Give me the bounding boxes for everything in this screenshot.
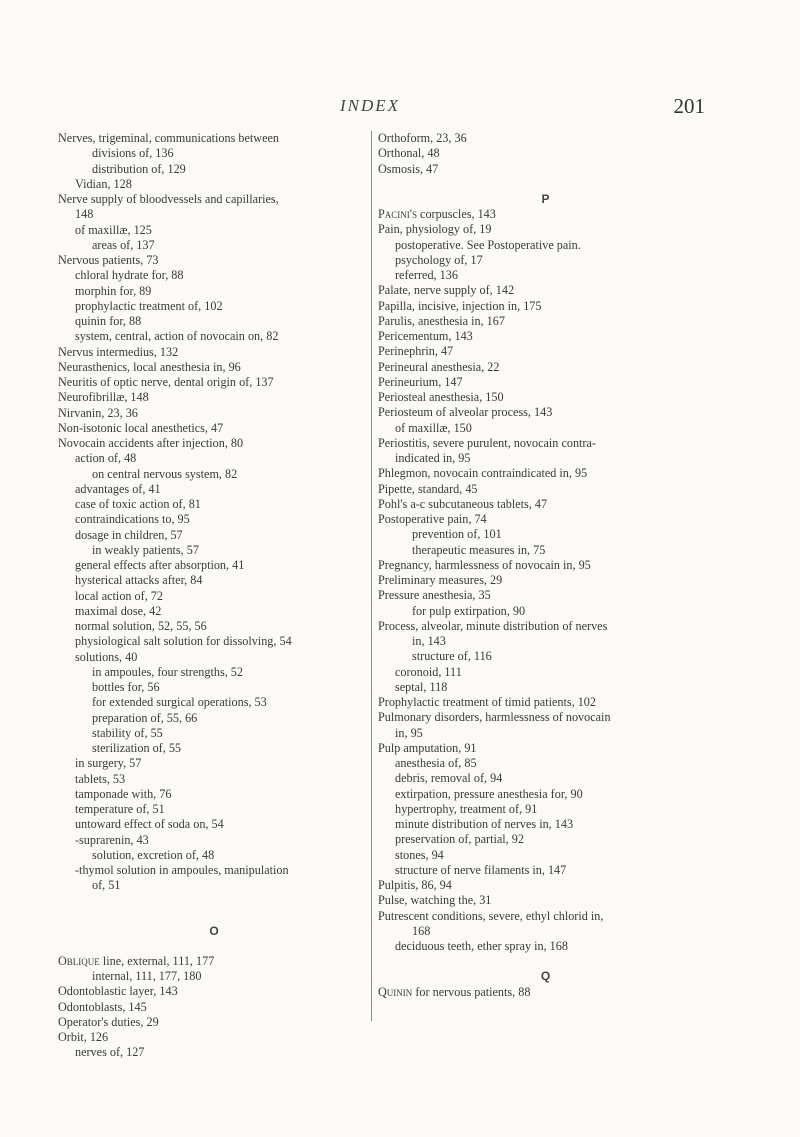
index-subentry: temperature of, 51 [75,802,165,816]
index-subentry: untoward effect of soda on, 54 [75,817,224,832]
index-entry: Putrescent conditions, severe, ethyl chlorid in, [378,908,604,923]
index-subentry: for pulp extirpation, 90 [412,603,526,618]
index-subentry: in, 95 [395,725,423,740]
index-subentry: nerves of, 127 [75,1045,145,1060]
index-subentry: minute distribution of nerves in, 143 [395,817,574,831]
index-column-right [378,131,713,1000]
index-subentry: in surgery, 57 [75,756,142,771]
index-entry: Parulis, anesthesia in, 167 [378,313,505,328]
index-entry: Nirvanin, 23, 36 [58,405,138,420]
index-entry: Nerves, trigeminal, communications between [58,131,279,145]
index-subentry: prophylactic treatment of, 102 [75,298,223,313]
index-subentry: chloral hydrate for, 88 [75,268,184,283]
index-entry: Perinephrin, 47 [378,344,454,359]
index-subentry: internal, 111, 177, 180 [92,969,202,983]
index-entry: Orthonal, 48 [378,146,440,161]
index-subentry: in ampoules, four strengths, 52 [92,664,243,679]
index-entry: Periosteal anesthesia, 150 [378,390,504,404]
index-entry: Nerve supply of bloodvessels and capillaries, [58,192,279,206]
index-subentry: morphin for, 89 [75,283,152,298]
index-subentry: contraindications to, 95 [75,512,190,527]
index-subentry: stability of, 55 [92,725,163,740]
index-subentry: debris, removal of, 94 [395,771,503,786]
index-subentry: preservation of, partial, 92 [395,832,524,847]
page-header [340,96,705,120]
index-entry: Preliminary measures, 29 [378,573,503,587]
index-entry: Neurofibrillæ, 148 [58,390,149,405]
index-entry: Oblique line, external, 111, 177 [58,953,215,968]
index-subentry: tamponade with, 76 [75,786,172,801]
index-entry: Phlegmon, novocain contraindicated in, 95 [378,466,588,481]
index-entry: Pohl's a-c subcutaneous tablets, 47 [378,496,548,511]
index-subentry: indicated in, 95 [395,451,471,465]
index-subentry: coronoid, 111 [395,664,462,679]
index-subentry: on central nervous system, 82 [92,466,238,481]
index-subentry: deciduous teeth, ether spray in, 168 [395,939,568,953]
index-subentry: maximal dose, 42 [75,603,162,618]
index-subentry: hypertrophy, treatment of, 91 [395,801,538,816]
index-subentry: psychology of, 17 [395,252,483,267]
index-subentry: of maxillæ, 125 [75,222,152,237]
column-divider [371,131,372,1021]
index-subentry: anesthesia of, 85 [395,756,477,770]
page-number: 201 [673,94,705,118]
index-subentry: in, 143 [412,634,446,648]
index-subentry: case of toxic action of, 81 [75,497,201,511]
index-subentry: tablets, 53 [75,771,126,786]
section-letter: P [541,191,550,206]
index-subentry: prevention of, 101 [412,527,502,542]
index-entry: Pulse, watching the, 31 [378,893,492,908]
index-entry: Periosteum of alveolar process, 143 [378,405,553,420]
spacer [58,939,370,954]
index-subentry: of, 51 [92,878,121,893]
index-entry: Orthoform, 23, 36 [378,131,467,145]
index-subentry: sterilization of, 55 [92,741,182,755]
index-entry: Postoperative pain, 74 [378,512,487,526]
index-entry: Orbit, 126 [58,1030,109,1044]
spacer [378,177,713,192]
index-entry: Pulp amputation, 91 [378,740,477,755]
index-entry: Papilla, incisive, injection in, 175 [378,298,542,313]
index-subentry: structure of, 116 [412,649,492,664]
index-subentry: preparation of, 55, 66 [92,710,198,725]
running-title: INDEX [340,96,401,115]
index-subentry: -thymol solution in ampoules, manipulation [75,863,289,877]
index-entry: Odontoblasts, 145 [58,999,147,1014]
index-subentry: structure of nerve filaments in, 147 [395,862,567,877]
index-subentry: -suprarenin, 43 [75,832,149,847]
index-entry: Pericementum, 143 [378,329,473,343]
index-entry: Nervous patients, 73 [58,253,159,267]
index-subentry: divisions of, 136 [92,146,174,161]
index-subentry: in weakly patients, 57 [92,542,199,557]
section-letter: O [209,923,219,938]
index-entry: Pressure anesthesia, 35 [378,588,491,603]
index-subentry: extirpation, pressure anesthesia for, 90 [395,786,583,801]
index-subentry: for extended surgical operations, 53 [92,695,267,710]
index-subentry: 148 [75,207,94,222]
spacer [58,894,370,909]
index-subentry: advantages of, 41 [75,481,161,496]
index-subentry: referred, 136 [395,268,458,282]
index-entry: Nervus intermedius, 132 [58,344,179,359]
spacer [58,909,370,924]
index-subentry: solution, excretion of, 48 [92,847,215,862]
index-subentry: system, central, action of novocain on, 82 [75,329,279,344]
index-subentry: areas of, 137 [92,237,155,252]
index-entry: Perineurium, 147 [378,374,463,389]
index-subentry: of maxillæ, 150 [395,420,472,435]
index-entry: Pain, physiology of, 19 [378,222,492,237]
index-entry: Palate, nerve supply of, 142 [378,283,515,298]
index-subentry: postoperative. See Postoperative pain. [395,237,581,252]
index-entry: Neurasthenics, local anesthesia in, 96 [58,359,241,374]
index-subentry: septal, 118 [395,679,448,694]
index-entry: Perineural anesthesia, 22 [378,359,500,374]
index-subentry: general effects after absorption, 41 [75,558,245,572]
index-entry: Prophylactic treatment of timid patients, 102 [378,695,596,709]
index-entry: Operator's duties, 29 [58,1014,159,1029]
index-entry: Pulmonary disorders, harmlessness of novocain [378,710,611,725]
index-subentry: local action of, 72 [75,588,163,603]
index-subentry: therapeutic measures in, 75 [412,542,546,557]
index-entry: Pacini's corpuscles, 143 [378,207,496,221]
index-entry: Non-isotonic local anesthetics, 47 [58,420,224,435]
index-subentry: distribution of, 129 [92,161,186,176]
index-entry: Pulpitis, 86, 94 [378,878,452,892]
index-subentry: bottles for, 56 [92,680,160,694]
index-subentry: physiological salt solution for dissolving, 54 [75,634,292,649]
index-subentry: stones, 94 [395,847,444,862]
index-entry: Pipette, standard, 45 [378,481,478,496]
index-entry: Novocain accidents after injection, 80 [58,436,244,450]
index-column-left [58,131,370,1061]
index-entry: Osmosis, 47 [378,161,439,176]
index-subentry: 168 [412,923,431,938]
index-entry: Quinin for nervous patients, 88 [378,984,531,999]
section-letter: Q [540,969,551,984]
index-subentry: action of, 48 [75,451,137,466]
index-entry: Pregnancy, harmlessness of novocain in, 95 [378,557,591,572]
index-entry: Odontoblastic layer, 143 [58,984,178,999]
index-entry: Neuritis of optic nerve, dental origin of, 137 [58,375,274,389]
index-subentry: quinin for, 88 [75,314,142,328]
index-subentry: solutions, 40 [75,649,138,664]
index-subentry: Vidian, 128 [75,176,132,191]
index-entry: Process, alveolar, minute distribution of nerves [378,618,608,633]
spacer [378,954,713,969]
index-subentry: dosage in children, 57 [75,527,183,542]
index-entry: Periostitis, severe purulent, novocain contra- [378,435,596,450]
index-subentry: hysterical attacks after, 84 [75,573,203,588]
index-subentry: normal solution, 52, 55, 56 [75,619,207,633]
